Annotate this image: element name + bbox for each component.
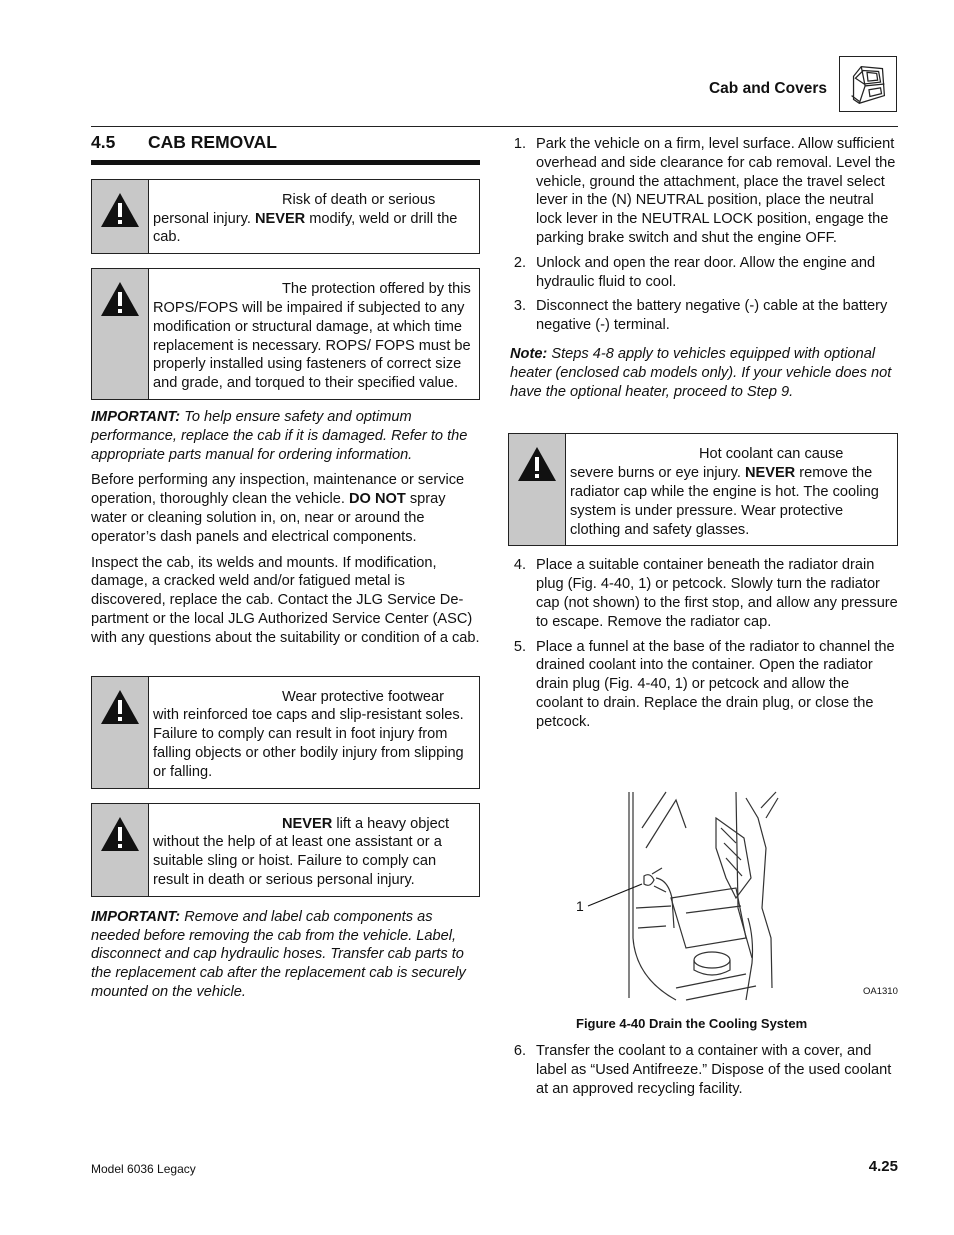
warning-exclamation-icon: [100, 192, 140, 228]
warning-exclamation-icon: [100, 689, 140, 725]
right-column-bottom: [510, 1042, 898, 1104]
steps-list: [510, 1042, 898, 1098]
section-title: CAB REMOVAL: [148, 132, 277, 152]
warning-box: [91, 179, 480, 254]
warning-text: Hot coolant can cause severe burns or eye injury. NEVER remove the radiator cap while the engine is hot. The cooling system is under pressure. Wear protective clothing and safety glasses.: [570, 446, 879, 538]
warning-box: [91, 803, 480, 897]
section-heading: [91, 133, 480, 165]
right-column: [510, 135, 898, 738]
step-item: [510, 1042, 898, 1098]
warning-text: Wear protective footwear with reinforced toe caps and slip-resistant soles. Failure to comply can result in foot injury from falling objects or other bodily injury from slipping or falling.: [153, 688, 464, 780]
steps-list: [510, 135, 898, 335]
steps-list: [510, 556, 898, 731]
step-text: Transfer the coolant to a container with a cover, and label as “Used Antifreeze.” Dispose of the used coolant at an approved recycling facility.: [536, 1043, 892, 1097]
warning-exclamation-icon: [517, 446, 557, 482]
step-number: 3.: [513, 298, 526, 315]
warning-box: [508, 433, 898, 546]
header-rule: [91, 126, 898, 127]
step-text: Unlock and open the rear door. Allow the engine and hydraulic fluid to cool.: [536, 254, 876, 290]
paragraph: Before performing any inspection, maintenance or service operation, thoroughly clean the vehicle. DO NOT spray water or cleaning solution in, on, near or around the operator’s dash panels and electrical components.: [91, 472, 465, 545]
note: Note: Steps 4-8 apply to vehicles equipped with optional heater (enclosed cab models only). If your vehicle does not have the optional heater, proceed to Step 9.: [510, 345, 892, 400]
figure-callout-1: 1: [576, 898, 584, 914]
step-number: 2.: [513, 254, 526, 271]
page-number: 4.25: [868, 1158, 898, 1175]
step-number: 5.: [513, 638, 526, 655]
important-note: IMPORTANT: Remove and label cab components as needed before removing the cab from the vehicle. Label, disconnect and cap hydraulic hoses. Transfer cab parts to the replacement cab after the replacement cab is securely mounted on the vehicle.: [91, 908, 466, 1000]
warning-text: Risk of death or serious personal injury. NEVER modify, weld or drill the cab.: [153, 191, 458, 246]
step-item: [510, 135, 898, 248]
header-section-title: Cab and Covers: [708, 80, 827, 97]
step-text: Place a suitable container beneath the radiator drain plug (Fig. 4-40, 1) or petcock. Slowly turn the radiator cap (not shown) to the first stop, and allow any pressure to escape. Remove the radiator cap.: [536, 557, 898, 630]
footer-model: Model 6036 Legacy: [91, 1162, 196, 1176]
left-column: [91, 133, 480, 1002]
paragraph: Inspect the cab, its welds and mounts. If modification, damage, a cracked weld and/or fatigued metal is discovered, replace the cab. Contact the JLG Service De-partment or the local JLG Authorized Service Center (ASC) with any questions about the suitability or condition of a cab.: [91, 554, 480, 646]
step-text: Disconnect the battery negative (-) cable at the battery negative (-) terminal.: [536, 298, 888, 334]
warning-box: [91, 676, 480, 789]
step-text: Place a funnel at the base of the radiator to channel the drained coolant into the container. Open the radiator drain plug (Fig. 4-40, 1) or petcock and allow the coolant to drain. Replace the drain plug, or close the petcock.: [536, 638, 895, 730]
warning-exclamation-icon: [100, 816, 140, 852]
step-text: Park the vehicle on a firm, level surface. Allow sufficient overhead and side clearance for cab removal. Level the vehicle, ground the attachment, place the travel select lever in the (N) NEUTRAL position, place the neutral lock lever in the NEUTRAL LOCK position, engage the parking brake switch and shut the engine OFF.: [536, 136, 896, 246]
important-note: IMPORTANT: To help ensure safety and optimum performance, replace the cab if it is damaged. Refer to the appropriate parts manual for ordering information.: [91, 408, 468, 463]
step-item: [510, 556, 898, 631]
step-item: [510, 638, 898, 732]
warning-text: NEVER lift a heavy object without the help of at least one assistant or a suitable sling or hoist. Failure to comply can result in death or serious personal injury.: [153, 815, 450, 888]
step-number: 1.: [513, 136, 526, 152]
step-item: [510, 254, 898, 292]
figure-caption: Figure 4-40 Drain the Cooling System: [576, 1016, 808, 1031]
cab-icon: [839, 56, 897, 112]
warning-box: [91, 268, 480, 400]
section-number: 4.5: [91, 132, 116, 152]
warning-exclamation-icon: [100, 281, 140, 317]
figure-code: OA1310: [863, 986, 898, 997]
warning-text: The protection offered by this ROPS/FOPS will be impaired if subjected to any modification or structural damage, at which time replacement is necessary. ROPS/ FOPS must be properly installed using fasteners of correct size and grade, and torqued to their specified value.: [153, 281, 471, 392]
step-item: [510, 297, 898, 335]
cooling-system-figure: [576, 788, 898, 1006]
step-number: 6.: [513, 1043, 526, 1059]
step-number: 4.: [513, 557, 526, 574]
